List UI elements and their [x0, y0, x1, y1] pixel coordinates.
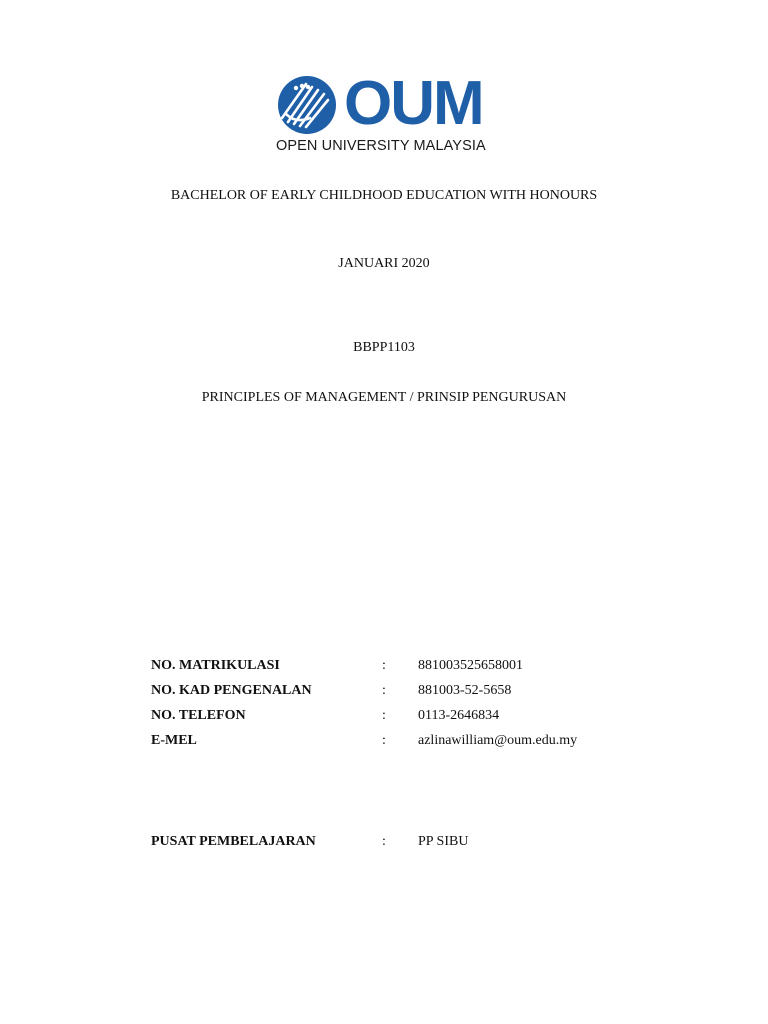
detail-value: 0113-2646834: [418, 708, 500, 723]
university-logo: [276, 69, 496, 158]
detail-value: PP SIBU: [418, 834, 469, 849]
detail-value: 881003525658001: [418, 658, 523, 673]
detail-colon: :: [382, 834, 386, 849]
logo-wordmark: OUM: [344, 69, 483, 138]
oum-emblem-icon: [276, 74, 338, 136]
logo-university-name: OPEN UNIVERSITY MALAYSIA: [276, 138, 486, 154]
detail-value: azlinawilliam@oum.edu.my: [418, 733, 578, 748]
detail-colon: :: [382, 658, 386, 673]
programme-title: BACHELOR OF EARLY CHILDHOOD EDUCATION WITH HONOURS: [170, 188, 598, 203]
semester: JANUARI 2020: [338, 256, 430, 271]
detail-colon: :: [382, 708, 386, 723]
detail-label: E-MEL: [151, 733, 197, 748]
course-code: BBPP1103: [353, 340, 415, 355]
detail-label: NO. TELEFON: [151, 708, 246, 723]
detail-label: PUSAT PEMBELAJARAN: [151, 834, 316, 849]
detail-value: 881003-52-5658: [418, 683, 512, 698]
detail-label: NO. KAD PENGENALAN: [151, 683, 312, 698]
detail-colon: :: [382, 733, 386, 748]
detail-colon: :: [382, 683, 386, 698]
detail-label: NO. MATRIKULASI: [151, 658, 280, 673]
course-title: PRINCIPLES OF MANAGEMENT / PRINSIP PENGURUSAN: [201, 390, 567, 405]
